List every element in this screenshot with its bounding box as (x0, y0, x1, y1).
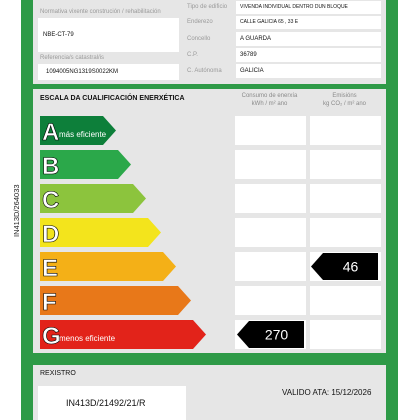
emisions-value: 46 (342, 258, 359, 275)
side-certificate-code: IN413D/264033 (12, 184, 21, 237)
rating-bar-f (40, 286, 191, 315)
rating-letter-f: F (42, 289, 57, 316)
rexistro-value: IN413D/21492/21/R (66, 398, 146, 408)
rexistro-label: REXISTRO (40, 370, 76, 377)
rating-letter-b: B (42, 153, 60, 180)
rating-letter-d: D (42, 221, 60, 248)
scale-title: ESCALA DA CUALIFICACIÓN ENERXÉTICA (40, 95, 185, 102)
consumo-value: 270 (264, 326, 289, 343)
consumo-title: Consumo de enerxía (241, 93, 298, 99)
rating-annotation-g: menos eficiente (59, 334, 116, 343)
cp-value: 36789 (240, 52, 257, 58)
rating-annotation-a: más eficiente (59, 130, 107, 139)
emisions-title: Emisións (332, 93, 357, 99)
rating-letter-a: A (42, 119, 60, 146)
cp-label: C.P. (187, 52, 198, 58)
consumo-unit: kWh / m² ano (251, 101, 288, 107)
enderezo-value: CALLE GALICIA 65 , 33 E (240, 19, 299, 25)
normativa-label: Normativa vixente construción / rehabilitación (40, 9, 161, 15)
concello-value: A GUARDA (240, 36, 272, 42)
normativa-value: NBE-CT-79 (43, 32, 74, 38)
rating-letter-c: C (42, 187, 60, 214)
rating-bar-e (40, 252, 176, 281)
catastral-label: Referencia/s catastral/is (40, 55, 105, 61)
ca-value: GALICIA (240, 68, 264, 74)
tipo-value: VIVENDA INDIVIDUAL DENTRO DUN BLOQUE (240, 4, 348, 10)
concello-label: Concello (187, 36, 211, 42)
tipo-label: Tipo de edificio (187, 4, 228, 10)
rating-letter-e: E (42, 255, 59, 282)
catastral-value: 1094005NG1319S0022KM (46, 69, 119, 75)
ca-label: C. Autónoma (187, 68, 222, 74)
enderezo-label: Enderezo (187, 19, 213, 25)
valido-label: VALIDO ATA: 15/12/2026 (282, 388, 372, 397)
rating-letter-g: G (42, 323, 61, 350)
emisions-unit: kg CO₂ / m² ano (322, 101, 366, 107)
